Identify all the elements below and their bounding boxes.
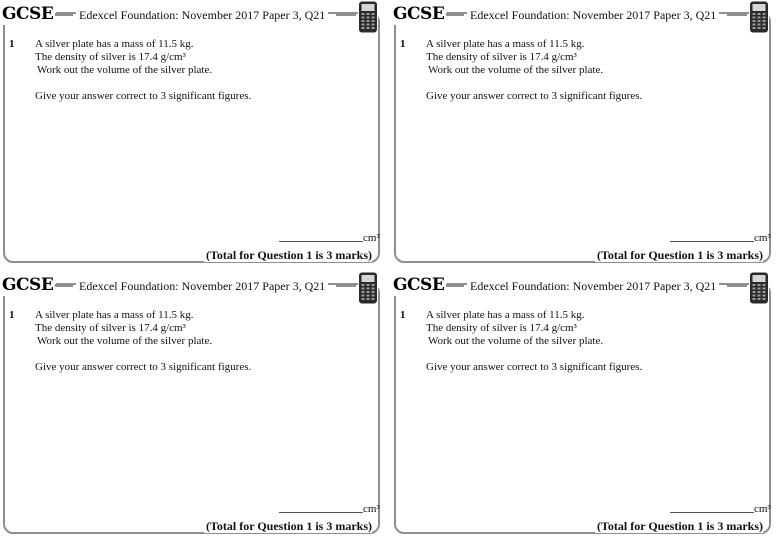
question-number: 1	[400, 309, 406, 321]
question-text	[426, 309, 746, 374]
question-line: Work out the volume of the silver plate.	[37, 64, 213, 76]
gcse-logo: GCSE	[1, 274, 56, 296]
question-line: Work out the volume of the silver plate.	[37, 335, 213, 347]
question-line: The density of silver is 17.4 g/cm³	[426, 51, 577, 63]
header-rule	[727, 284, 747, 287]
question-text	[35, 38, 355, 103]
answer-unit: cm³	[363, 232, 380, 244]
answer-line[interactable]	[279, 512, 363, 513]
question-source-header: Edexcel Foundation: November 2017 Paper 3, Q21	[76, 7, 328, 23]
answer-line[interactable]	[670, 512, 754, 513]
total-marks: (Total for Question 1 is 3 marks)	[205, 248, 372, 262]
header-rule	[336, 13, 356, 16]
question-line: Work out the volume of the silver plate.	[428, 335, 604, 347]
calculator-icon	[358, 1, 378, 33]
question-card-3	[0, 271, 384, 539]
question-line: A silver plate has a mass of 11.5 kg.	[35, 38, 194, 50]
question-number: 1	[9, 309, 15, 321]
total-marks: (Total for Question 1 is 3 marks)	[596, 248, 763, 262]
total-marks: (Total for Question 1 is 3 marks)	[596, 519, 763, 533]
question-line: Give your answer correct to 3 significant figures.	[35, 90, 252, 102]
header-rule	[55, 284, 73, 287]
gcse-logo: GCSE	[392, 274, 447, 296]
question-source-header: Edexcel Foundation: November 2017 Paper 3, Q21	[467, 7, 719, 23]
question-line: The density of silver is 17.4 g/cm³	[426, 322, 577, 334]
question-line: A silver plate has a mass of 11.5 kg.	[426, 309, 585, 321]
question-line: The density of silver is 17.4 g/cm³	[35, 322, 186, 334]
answer-unit: cm³	[754, 232, 771, 244]
question-source-header: Edexcel Foundation: November 2017 Paper 3, Q21	[467, 278, 719, 294]
calculator-icon	[749, 272, 769, 304]
header-rule	[336, 284, 356, 287]
question-line: A silver plate has a mass of 11.5 kg.	[35, 309, 194, 321]
question-text	[35, 309, 355, 374]
answer-line[interactable]	[279, 241, 363, 242]
question-number: 1	[400, 38, 406, 50]
question-card-4	[391, 271, 775, 539]
calculator-icon	[358, 272, 378, 304]
header-rule	[55, 13, 73, 16]
answer-unit: cm³	[754, 503, 771, 515]
header-rule	[446, 284, 464, 287]
question-line: Give your answer correct to 3 significant figures.	[35, 361, 252, 373]
calculator-icon	[749, 1, 769, 33]
question-line: Work out the volume of the silver plate.	[428, 64, 604, 76]
question-line: Give your answer correct to 3 significant figures.	[426, 90, 643, 102]
total-marks: (Total for Question 1 is 3 marks)	[205, 519, 372, 533]
question-number: 1	[9, 38, 15, 50]
gcse-logo: GCSE	[1, 3, 56, 25]
question-source-header: Edexcel Foundation: November 2017 Paper 3, Q21	[76, 278, 328, 294]
question-card-2	[391, 0, 775, 268]
question-line: A silver plate has a mass of 11.5 kg.	[426, 38, 585, 50]
question-line: Give your answer correct to 3 significant figures.	[426, 361, 643, 373]
answer-unit: cm³	[363, 503, 380, 515]
header-rule	[727, 13, 747, 16]
gcse-logo: GCSE	[392, 3, 447, 25]
question-text	[426, 38, 746, 103]
header-rule	[446, 13, 464, 16]
answer-line[interactable]	[670, 241, 754, 242]
question-card-1	[0, 0, 384, 268]
question-line: The density of silver is 17.4 g/cm³	[35, 51, 186, 63]
